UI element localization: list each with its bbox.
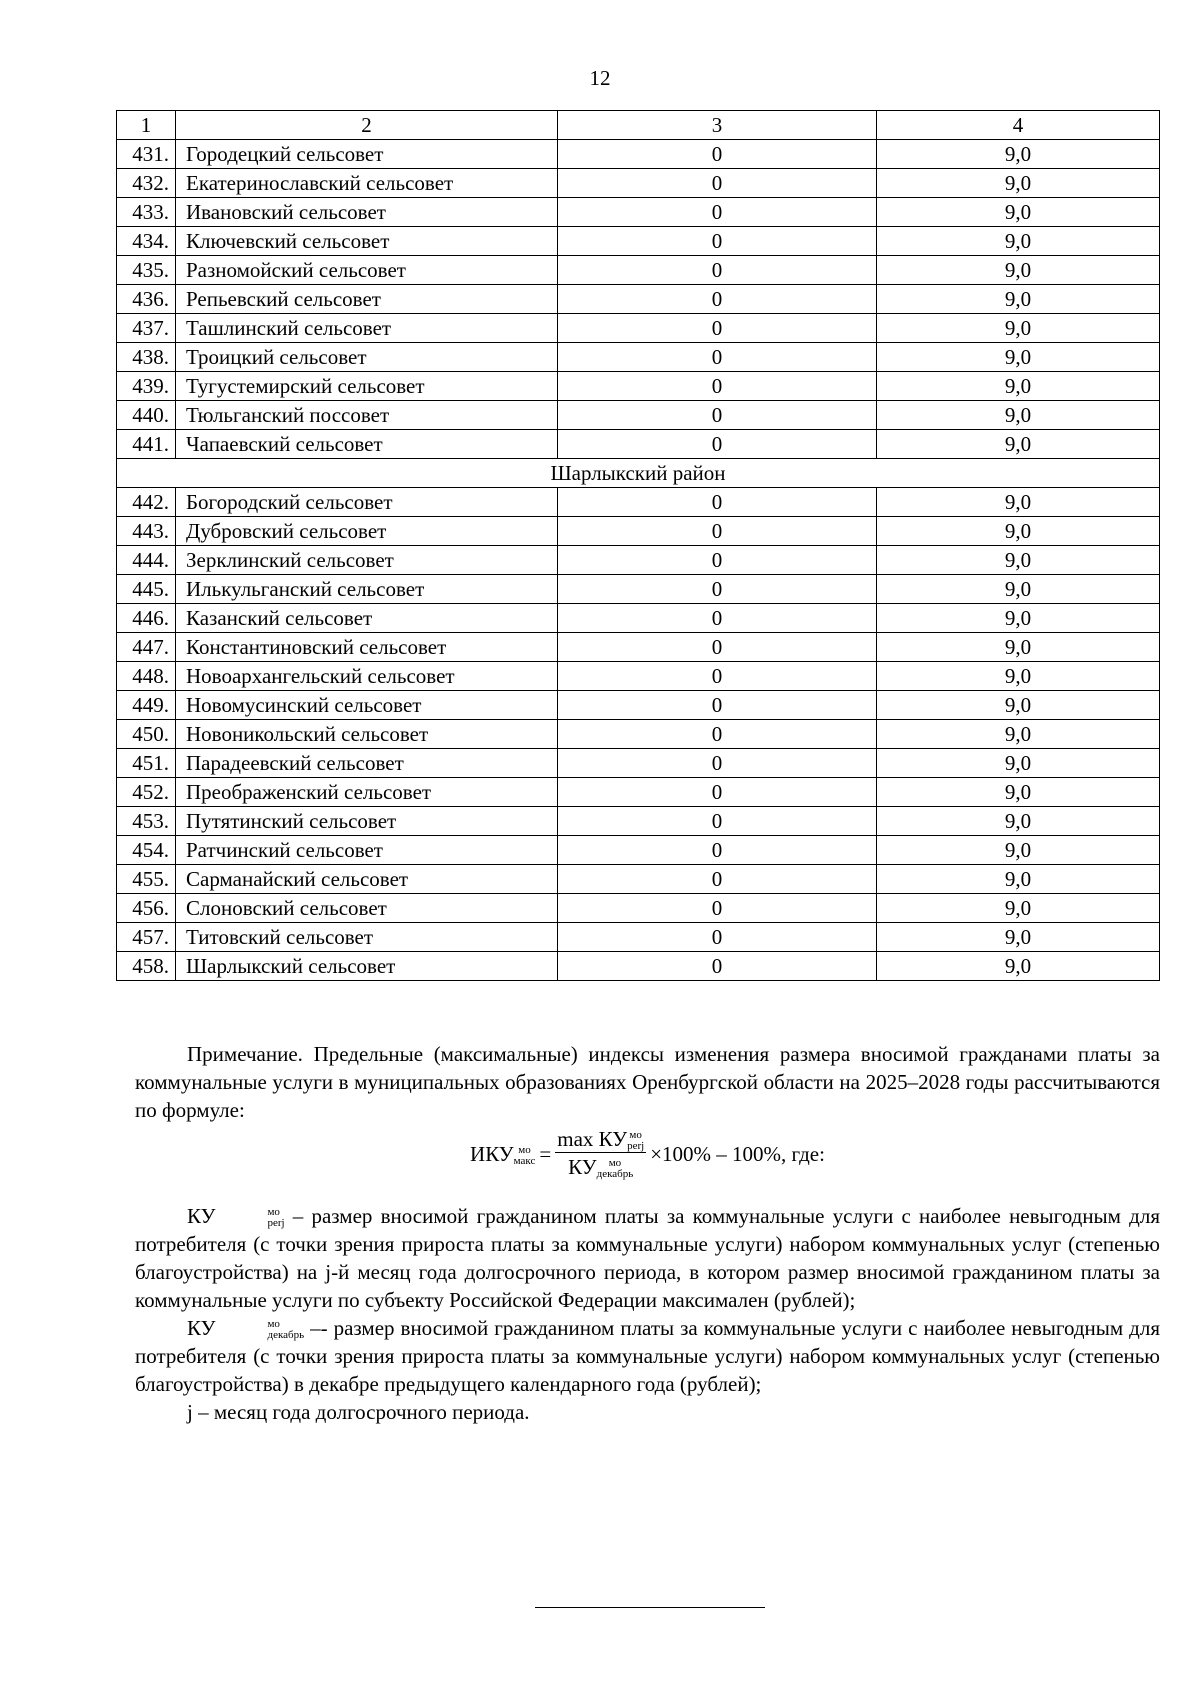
- column-3-value: 0: [558, 372, 877, 401]
- column-4-value: 9,0: [877, 314, 1160, 343]
- municipality-name: Новоникольский сельсовет: [176, 720, 558, 749]
- municipality-name: Богородский сельсовет: [176, 488, 558, 517]
- row-number: 431.: [117, 140, 176, 169]
- column-3-value: 0: [558, 169, 877, 198]
- municipality-name: Титовский сельсовет: [176, 923, 558, 952]
- municipality-name: Константиновский сельсовет: [176, 633, 558, 662]
- row-number: 447.: [117, 633, 176, 662]
- table-row: [117, 314, 1160, 343]
- row-number: 436.: [117, 285, 176, 314]
- formula-tail: ×100% – 100%, где:: [650, 1141, 825, 1166]
- note-section: [135, 1040, 1160, 1426]
- column-4-value: 9,0: [877, 285, 1160, 314]
- row-number: 453.: [117, 807, 176, 836]
- row-number: 452.: [117, 778, 176, 807]
- municipality-name: Новоархангельский сельсовет: [176, 662, 558, 691]
- column-4-value: 9,0: [877, 923, 1160, 952]
- table-row: [117, 343, 1160, 372]
- municipality-name: Зерклинский сельсовет: [176, 546, 558, 575]
- column-3-value: 0: [558, 343, 877, 372]
- table-row: [117, 256, 1160, 285]
- table-row: [117, 807, 1160, 836]
- table-row: [117, 894, 1160, 923]
- column-4-value: 9,0: [877, 198, 1160, 227]
- table-row: [117, 662, 1160, 691]
- header-cell: 2: [176, 111, 558, 140]
- column-3-value: 0: [558, 807, 877, 836]
- formula: [135, 1126, 1160, 1196]
- table-row: [117, 720, 1160, 749]
- column-4-value: 9,0: [877, 952, 1160, 981]
- column-3-value: 0: [558, 952, 877, 981]
- municipality-name: Преображенский сельсовет: [176, 778, 558, 807]
- header-cell: 3: [558, 111, 877, 140]
- table-row: [117, 401, 1160, 430]
- column-3-value: 0: [558, 256, 877, 285]
- table-row: [117, 749, 1160, 778]
- column-4-value: 9,0: [877, 401, 1160, 430]
- table-row: [117, 546, 1160, 575]
- column-3-value: 0: [558, 517, 877, 546]
- row-number: 449.: [117, 691, 176, 720]
- table-row: [117, 285, 1160, 314]
- column-4-value: 9,0: [877, 749, 1160, 778]
- table-row: [117, 575, 1160, 604]
- municipality-name: Илькульганский сельсовет: [176, 575, 558, 604]
- column-3-value: 0: [558, 604, 877, 633]
- row-number: 456.: [117, 894, 176, 923]
- municipality-name: Чапаевский сельсовет: [176, 430, 558, 459]
- table-row: [117, 140, 1160, 169]
- column-4-value: 9,0: [877, 778, 1160, 807]
- municipality-name: Новомусинский сельсовет: [176, 691, 558, 720]
- table-row: [117, 488, 1160, 517]
- municipal-index-table: [116, 110, 1160, 981]
- formula-lhs: ИКУ мо макс: [470, 1141, 536, 1167]
- column-3-value: 0: [558, 865, 877, 894]
- row-number: 444.: [117, 546, 176, 575]
- column-4-value: 9,0: [877, 343, 1160, 372]
- row-number: 434.: [117, 227, 176, 256]
- column-3-value: 0: [558, 633, 877, 662]
- row-number: 435.: [117, 256, 176, 285]
- municipality-name: Троицкий сельсовет: [176, 343, 558, 372]
- column-3-value: 0: [558, 575, 877, 604]
- row-number: 451.: [117, 749, 176, 778]
- row-number: 438.: [117, 343, 176, 372]
- municipality-name: Разномойский сельсовет: [176, 256, 558, 285]
- column-4-value: 9,0: [877, 372, 1160, 401]
- municipality-name: Слоновский сельсовет: [176, 894, 558, 923]
- table-row: [117, 227, 1160, 256]
- column-4-value: 9,0: [877, 256, 1160, 285]
- table-row: [117, 778, 1160, 807]
- table-row: [117, 169, 1160, 198]
- column-3-value: 0: [558, 401, 877, 430]
- municipality-name: Шарлыкский сельсовет: [176, 952, 558, 981]
- column-3-value: 0: [558, 836, 877, 865]
- municipality-name: Ивановский сельсовет: [176, 198, 558, 227]
- table-row: [117, 836, 1160, 865]
- municipality-name: Екатеринославский сельсовет: [176, 169, 558, 198]
- row-number: 440.: [117, 401, 176, 430]
- row-number: 450.: [117, 720, 176, 749]
- note-intro: Примечание. Предельные (максимальные) индексы изменения размера вносимой гражданами платы за коммунальные услуги в муниципальных образованиях Оренбургской области на 2025–2028 годы рассчитываются по формуле:: [135, 1042, 1160, 1122]
- table-row: [117, 865, 1160, 894]
- municipality-name: Тюльганский поссовет: [176, 401, 558, 430]
- column-4-value: 9,0: [877, 575, 1160, 604]
- column-3-value: 0: [558, 720, 877, 749]
- row-number: 433.: [117, 198, 176, 227]
- column-4-value: 9,0: [877, 488, 1160, 517]
- column-3-value: 0: [558, 430, 877, 459]
- column-4-value: 9,0: [877, 546, 1160, 575]
- municipality-name: Парадеевский сельсовет: [176, 749, 558, 778]
- column-3-value: 0: [558, 314, 877, 343]
- header-cell: 1: [117, 111, 176, 140]
- column-4-value: 9,0: [877, 169, 1160, 198]
- column-4-value: 9,0: [877, 227, 1160, 256]
- formula-equals: =: [539, 1141, 552, 1166]
- column-3-value: 0: [558, 894, 877, 923]
- header-cell: 4: [877, 111, 1160, 140]
- column-3-value: 0: [558, 140, 877, 169]
- row-number: 455.: [117, 865, 176, 894]
- column-3-value: 0: [558, 198, 877, 227]
- row-number: 441.: [117, 430, 176, 459]
- column-3-value: 0: [558, 546, 877, 575]
- table-row: [117, 198, 1160, 227]
- table-row: [117, 952, 1160, 981]
- municipality-name: Сарманайский сельсовет: [176, 865, 558, 894]
- table-row: [117, 604, 1160, 633]
- row-number: 432.: [117, 169, 176, 198]
- municipality-name: Путятинский сельсовет: [176, 807, 558, 836]
- district-row: [117, 459, 1160, 488]
- page-number: 12: [589, 66, 611, 90]
- formula-fraction: max КУ мо perj КУ мо декабрь: [557, 1127, 645, 1181]
- table-row: [117, 923, 1160, 952]
- municipality-name: Тугустемирский сельсовет: [176, 372, 558, 401]
- column-3-value: 0: [558, 923, 877, 952]
- row-number: 437.: [117, 314, 176, 343]
- row-number: 457.: [117, 923, 176, 952]
- municipality-name: Ратчинский сельсовет: [176, 836, 558, 865]
- column-4-value: 9,0: [877, 430, 1160, 459]
- table-header-row: [117, 111, 1160, 140]
- column-4-value: 9,0: [877, 604, 1160, 633]
- column-3-value: 0: [558, 227, 877, 256]
- row-number: 443.: [117, 517, 176, 546]
- column-4-value: 9,0: [877, 140, 1160, 169]
- column-3-value: 0: [558, 749, 877, 778]
- table-row: [117, 372, 1160, 401]
- table-row: [117, 430, 1160, 459]
- column-4-value: 9,0: [877, 662, 1160, 691]
- column-4-value: 9,0: [877, 720, 1160, 749]
- column-4-value: 9,0: [877, 633, 1160, 662]
- row-number: 446.: [117, 604, 176, 633]
- table-row: [117, 633, 1160, 662]
- row-number: 439.: [117, 372, 176, 401]
- column-3-value: 0: [558, 778, 877, 807]
- table-row: [117, 517, 1160, 546]
- table-row: [117, 691, 1160, 720]
- row-number: 445.: [117, 575, 176, 604]
- municipality-name: Городецкий сельсовет: [176, 140, 558, 169]
- definition-1: КУ мо perj – размер вносимой гражданином платы за коммунальные услуги с наиболее невыгодным для потребителя (с точки зрения прироста платы за коммунальные услуги) набором коммунальных услуг (степенью благоустройства) на j-й месяц года долгосрочного периода, в котором размер вносимой гражданином платы за коммунальные услуги по субъекту Российской Федерации максимален (рублей);: [135, 1204, 1160, 1312]
- municipality-name: Репьевский сельсовет: [176, 285, 558, 314]
- row-number: 458.: [117, 952, 176, 981]
- column-3-value: 0: [558, 488, 877, 517]
- district-title: Шарлыкский район: [117, 459, 1160, 488]
- column-4-value: 9,0: [877, 865, 1160, 894]
- row-number: 448.: [117, 662, 176, 691]
- column-3-value: 0: [558, 662, 877, 691]
- column-4-value: 9,0: [877, 517, 1160, 546]
- end-divider: [535, 1607, 765, 1608]
- definition-2: КУ мо декабрь –- размер вносимой гражданином платы за коммунальные услуги с наиболее невыгодным для потребителя (с точки зрения прироста платы за коммунальные услуги) набором коммунальных услуг (степенью благоустройства) в декабре предыдущего календарного года (рублей);: [135, 1316, 1160, 1396]
- definition-3: j – месяц года долгосрочного периода.: [187, 1400, 530, 1424]
- municipality-name: Ключевский сельсовет: [176, 227, 558, 256]
- column-3-value: 0: [558, 691, 877, 720]
- row-number: 454.: [117, 836, 176, 865]
- municipality-name: Ташлинский сельсовет: [176, 314, 558, 343]
- column-4-value: 9,0: [877, 836, 1160, 865]
- row-number: 442.: [117, 488, 176, 517]
- municipality-name: Казанский сельсовет: [176, 604, 558, 633]
- column-4-value: 9,0: [877, 894, 1160, 923]
- column-4-value: 9,0: [877, 691, 1160, 720]
- municipality-name: Дубровский сельсовет: [176, 517, 558, 546]
- column-3-value: 0: [558, 285, 877, 314]
- column-4-value: 9,0: [877, 807, 1160, 836]
